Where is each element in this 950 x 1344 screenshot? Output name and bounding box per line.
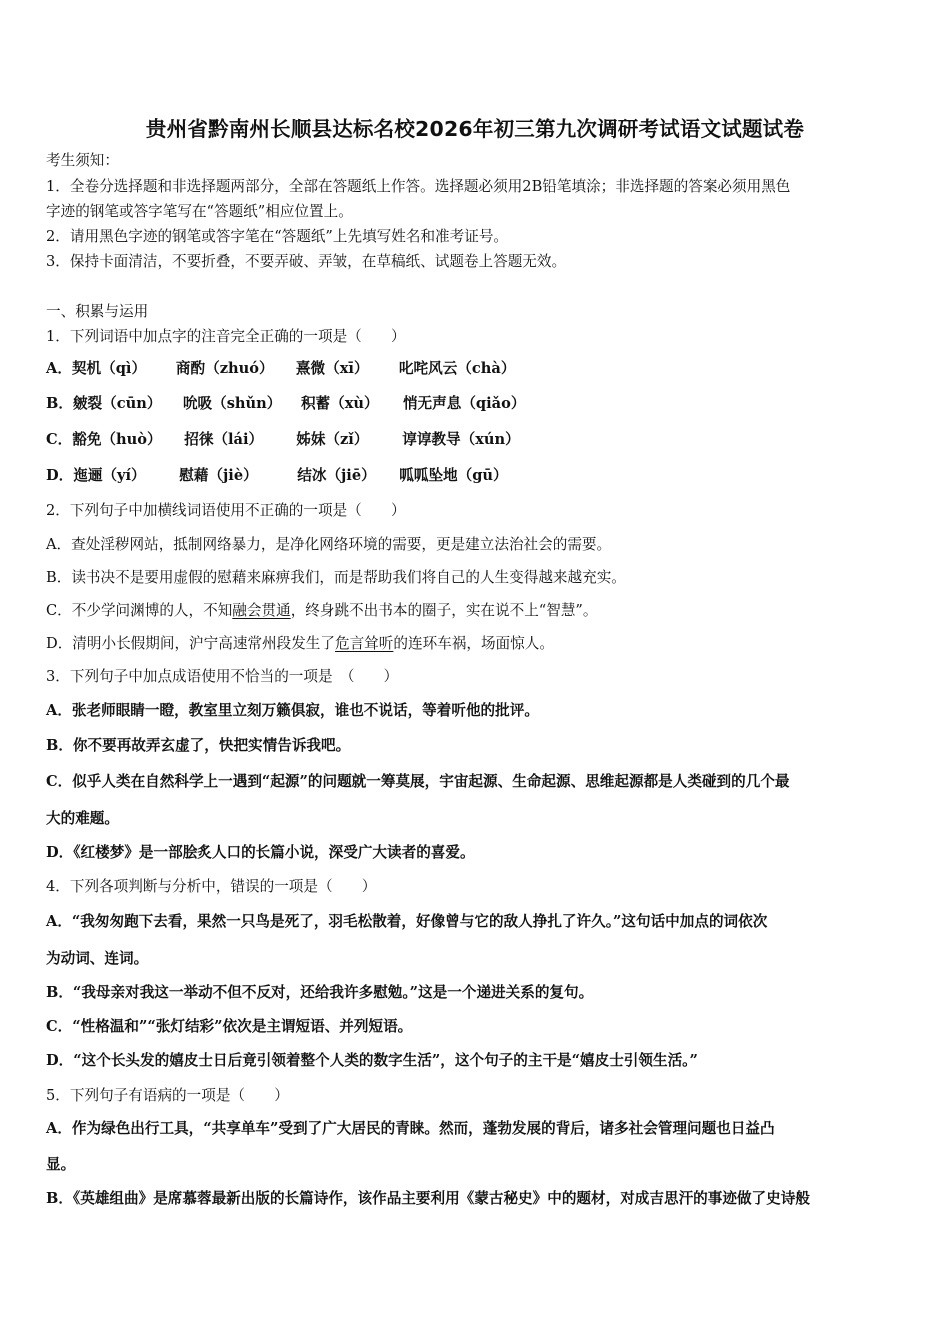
question-5-stem: 5．下列句子有语病的一项是（ ） <box>46 1087 289 1104</box>
question-2-option-c <box>46 601 598 621</box>
option-item: 豁免（huò） <box>72 431 162 448</box>
option-item: 谆谆教导（xún） <box>402 431 520 448</box>
notice-item: 字迹的钢笔或答字笔写在“答题纸”相应位置上。 <box>46 203 353 220</box>
question-2-option-b: B．读书决不是要用虚假的慰藉来麻痹我们，而是帮助我们将自己的人生变得越来越充实。 <box>46 569 626 586</box>
question-4-option-a-cont: 为动词、连词。 <box>46 950 149 967</box>
option-item: 慰藉（jiè） <box>179 467 258 484</box>
option-label: C． <box>46 431 73 448</box>
option-item: 熹微（xī） <box>295 360 369 377</box>
text: D．清明小长假期间，沪宁高速常州段发生了 <box>46 635 335 652</box>
text: 的连环车祸，场面惊人。 <box>393 635 554 652</box>
question-2-option-d <box>46 634 554 654</box>
option-item: 迤逦（yí） <box>73 467 146 484</box>
option-item: 叱咤风云（chà） <box>398 360 516 377</box>
option-item: 姊妹（zǐ） <box>296 431 369 448</box>
notice-item: 1．全卷分选择题和非选择题两部分，全部在答题纸上作答。选择题必须用2B铅笔填涂；非选择题的答案必须用黑色 <box>46 178 791 195</box>
question-1-option-a <box>46 359 515 379</box>
question-1-option-d <box>46 466 508 486</box>
question-2-option-a: A．查处淫秽网站，抵制网络暴力，是净化网络环境的需要，更是建立法治社会的需要。 <box>46 536 612 553</box>
option-item: 呱呱坠地（gū） <box>399 467 508 484</box>
option-item: 商酌（zhuó） <box>175 360 274 377</box>
underlined-word: 危言耸听 <box>334 635 394 652</box>
notice-heading: 考生须知： <box>46 152 119 169</box>
question-3-option-c: C．似乎人类在自然科学上一遇到“起源”的问题就一筹莫展，宇宙起源、生命起源、思维起源都是人类碰到的几个最 <box>46 773 790 790</box>
text: C．不少学问渊博的人，不知 <box>46 602 233 619</box>
question-5-option-a-cont: 显。 <box>46 1156 76 1173</box>
option-item: 吮吸（shǔn） <box>182 395 282 412</box>
question-4-option-c: C．“性格温和”“张灯结彩”依次是主谓短语、并列短语。 <box>46 1018 413 1035</box>
section-heading: 一、积累与运用 <box>46 303 149 320</box>
notice-item: 2．请用黑色字迹的钢笔或答字笔在“答题纸”上先填写姓名和准考证号。 <box>46 228 509 245</box>
option-item: 悄无声息（qiǎo） <box>402 395 526 412</box>
question-3-option-a: A．张老师眼睛一瞪，教室里立刻万籁俱寂，谁也不说话，等着听他的批评。 <box>46 702 539 719</box>
question-4-option-d: D．“这个长头发的嬉皮士日后竟引领着整个人类的数字生活”，这个句子的主干是“嬉皮士引领生活。” <box>46 1052 698 1069</box>
option-item: 招徕（lái） <box>184 431 264 448</box>
underlined-word: 融会贯通 <box>232 602 291 619</box>
question-4-option-b: B．“我母亲对我这一举动不但不反对，还给我许多慰勉。”这是一个递进关系的复句。 <box>46 984 594 1001</box>
page-title: 贵州省黔南州长顺县达标名校2026年初三第九次调研考试语文试题试卷 <box>145 117 805 141</box>
question-5-option-b: B．《英雄组曲》是席慕蓉最新出版的长篇诗作，该作品主要利用《蒙古秘史》中的题材，对成吉思汗的事迹做了史诗般 <box>46 1190 810 1207</box>
option-item: 契机（qì） <box>71 360 147 377</box>
question-2-stem: 2．下列句子中加横线词语使用不正确的一项是（ ） <box>46 502 406 519</box>
question-4-stem: 4．下列各项判断与分析中，错误的一项是（ ） <box>46 878 377 895</box>
question-1-stem: 1．下列词语中加点字的注音完全正确的一项是（ ） <box>46 328 406 345</box>
question-3-option-c-cont: 大的难题。 <box>46 810 119 827</box>
question-3-option-b: B．你不要再故弄玄虚了，快把实情告诉我吧。 <box>46 737 351 754</box>
question-1-option-b <box>46 394 525 414</box>
option-item: 皴裂（cūn） <box>72 395 162 412</box>
option-label: B． <box>46 395 73 412</box>
option-label: A． <box>46 360 72 377</box>
question-4-option-a: A．“我匆匆跑下去看，果然一只鸟是死了，羽毛松散着，好像曾与它的敌人挣扎了许久。”这句话中加点的词依次 <box>46 913 768 930</box>
option-item: 积蓄（xù） <box>300 395 379 412</box>
option-label: D． <box>46 467 74 484</box>
question-1-option-c <box>46 430 520 450</box>
question-3-stem: 3．下列句子中加点成语使用不恰当的一项是 （ ） <box>46 668 399 685</box>
option-item: 结冰（jiē） <box>297 467 376 484</box>
text: ，终身跳不出书本的圈子，实在说不上“智慧”。 <box>290 602 598 619</box>
question-5-option-a: A．作为绿色出行工具，“共享单车”受到了广大居民的青睐。然而，蓬勃发展的背后，诸多社会管理问题也日益凸 <box>46 1120 775 1137</box>
notice-item: 3．保持卡面清洁，不要折叠，不要弄破、弄皱，在草稿纸、试题卷上答题无效。 <box>46 253 567 270</box>
question-3-option-d: D．《红楼梦》是一部脍炙人口的长篇小说，深受广大读者的喜爱。 <box>46 844 475 861</box>
